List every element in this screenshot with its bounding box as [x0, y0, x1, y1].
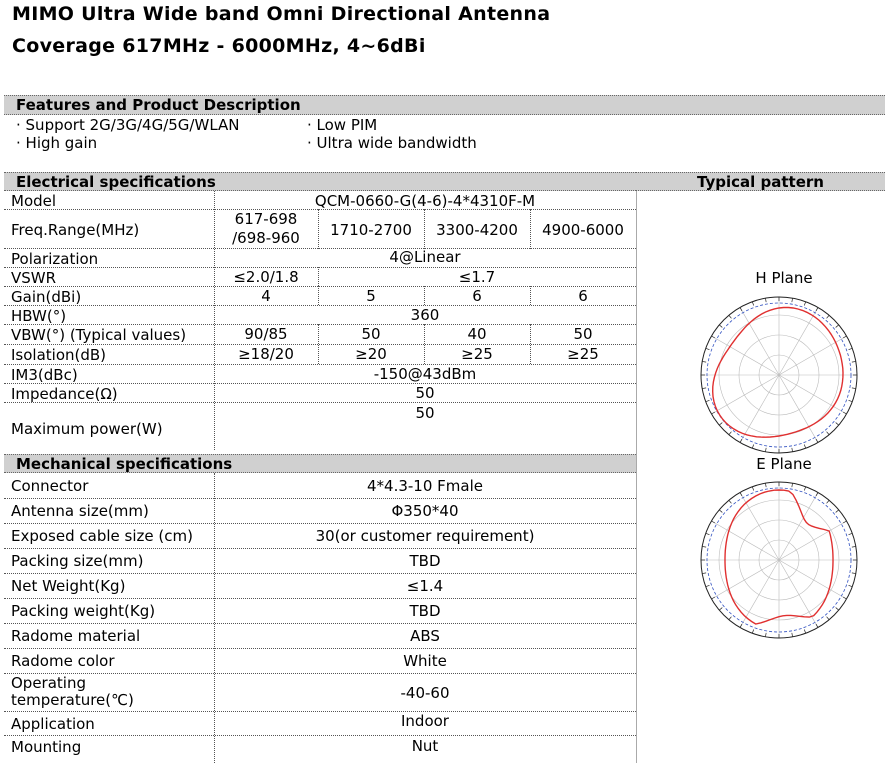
e-plane-label: E Plane [756, 455, 812, 473]
vbw-value: 40 [467, 325, 487, 343]
mech-label: Antenna size(mm) [11, 502, 149, 520]
h-plane-label: H Plane [755, 269, 813, 287]
isolation-label: Isolation(dB) [11, 346, 107, 364]
mech-value: TBD [409, 552, 441, 570]
feature-item: · High gain [16, 134, 98, 152]
model-value: QCM-0660-G(4-6)-4*4310F-M [314, 192, 536, 210]
mech-label: Connector [11, 477, 89, 495]
mech-value: Indoor [401, 712, 449, 730]
table-rule [4, 648, 636, 649]
pattern-section-header [636, 172, 885, 191]
mech-label: Exposed cable size (cm) [11, 527, 193, 545]
mechanical-heading: Mechanical specifications [16, 455, 233, 473]
document-subtitle: Coverage 617MHz - 6000MHz, 4~6dBi [12, 35, 426, 57]
mech-value: ABS [410, 627, 440, 645]
mech-label: Net Weight(Kg) [11, 577, 126, 595]
document-title: MIMO Ultra Wide band Omni Directional Antenna [12, 3, 551, 25]
table-rule [4, 598, 636, 599]
mech-label: Radome color [11, 652, 115, 670]
feature-item: · Low PIM [307, 116, 378, 134]
mech-label: Operating temperature(℃) [11, 674, 134, 709]
isolation-value: ≥20 [355, 345, 387, 363]
mech-label: Packing size(mm) [11, 552, 144, 570]
power-label: Maximum power(W) [11, 420, 163, 438]
freq-value: 1710-2700 [330, 221, 412, 239]
features-heading: Features and Product Description [16, 96, 301, 114]
power-value: 50 [415, 404, 435, 422]
gain-value: 6 [472, 287, 482, 305]
mech-label: Application [11, 715, 95, 733]
isolation-value: ≥25 [461, 345, 493, 363]
table-rule [4, 623, 636, 624]
model-label: Model [11, 192, 57, 210]
gain-value: 5 [366, 287, 376, 305]
electrical-section-header [4, 172, 636, 191]
isolation-value: ≥18/20 [238, 345, 294, 363]
mech-value: 4*4.3-10 Fmale [367, 477, 483, 495]
table-rule [4, 735, 636, 736]
mech-value: ≤1.4 [406, 577, 444, 595]
polarization-value: 4@Linear [389, 248, 461, 266]
feature-item: · Ultra wide bandwidth [307, 134, 477, 152]
im3-value: -150@43dBm [373, 365, 477, 383]
mechanical-section-header [4, 454, 636, 473]
gain-label: Gain(dBi) [11, 288, 82, 306]
vswr-value: ≤2.0/1.8 [233, 268, 299, 286]
hbw-value: 360 [410, 306, 440, 324]
mech-label: Packing weight(Kg) [11, 602, 156, 620]
freq-value: 617-698 /698-960 [232, 210, 300, 247]
vbw-value: 50 [573, 325, 593, 343]
impedance-label: Impedance(Ω) [11, 385, 118, 403]
h-plane-pattern [697, 293, 861, 457]
freq-value: 3300-4200 [436, 221, 518, 239]
gain-value: 4 [261, 287, 271, 305]
pattern-heading: Typical pattern [697, 173, 824, 191]
mech-value: -40-60 [400, 684, 450, 702]
mech-label: Radome material [11, 627, 141, 645]
table-rule [4, 573, 636, 574]
features-section-header [4, 95, 885, 115]
freq-label: Freq.Range(MHz) [11, 221, 140, 239]
table-rule [4, 673, 636, 674]
mech-value: White [403, 652, 447, 670]
mech-value: 30(or customer requirement) [315, 527, 535, 545]
table-rule [4, 548, 636, 549]
mech-label: Mounting [11, 738, 82, 756]
table-divider [636, 191, 637, 763]
table-rule [4, 523, 636, 524]
vswr-value: ≤1.7 [458, 268, 496, 286]
impedance-value: 50 [415, 384, 435, 402]
vswr-label: VSWR [11, 269, 57, 287]
table-rule [4, 498, 636, 499]
e-plane-pattern [697, 478, 861, 642]
vbw-value: 90/85 [244, 325, 288, 343]
feature-item: · Support 2G/3G/4G/5G/WLAN [16, 116, 240, 134]
polarization-label: Polarization [11, 250, 99, 268]
isolation-value: ≥25 [567, 345, 599, 363]
gain-value: 6 [578, 287, 588, 305]
vbw-value: 50 [361, 325, 381, 343]
mech-value: TBD [409, 602, 441, 620]
electrical-heading: Electrical specifications [16, 173, 216, 191]
im3-label: IM3(dBc) [11, 366, 78, 384]
mech-value: Φ350*40 [391, 502, 459, 520]
vbw-label: VBW(°) (Typical values) [11, 326, 187, 344]
hbw-label: HBW(°) [11, 307, 67, 325]
freq-value: 4900-6000 [542, 221, 624, 239]
mech-value: Nut [411, 737, 439, 755]
